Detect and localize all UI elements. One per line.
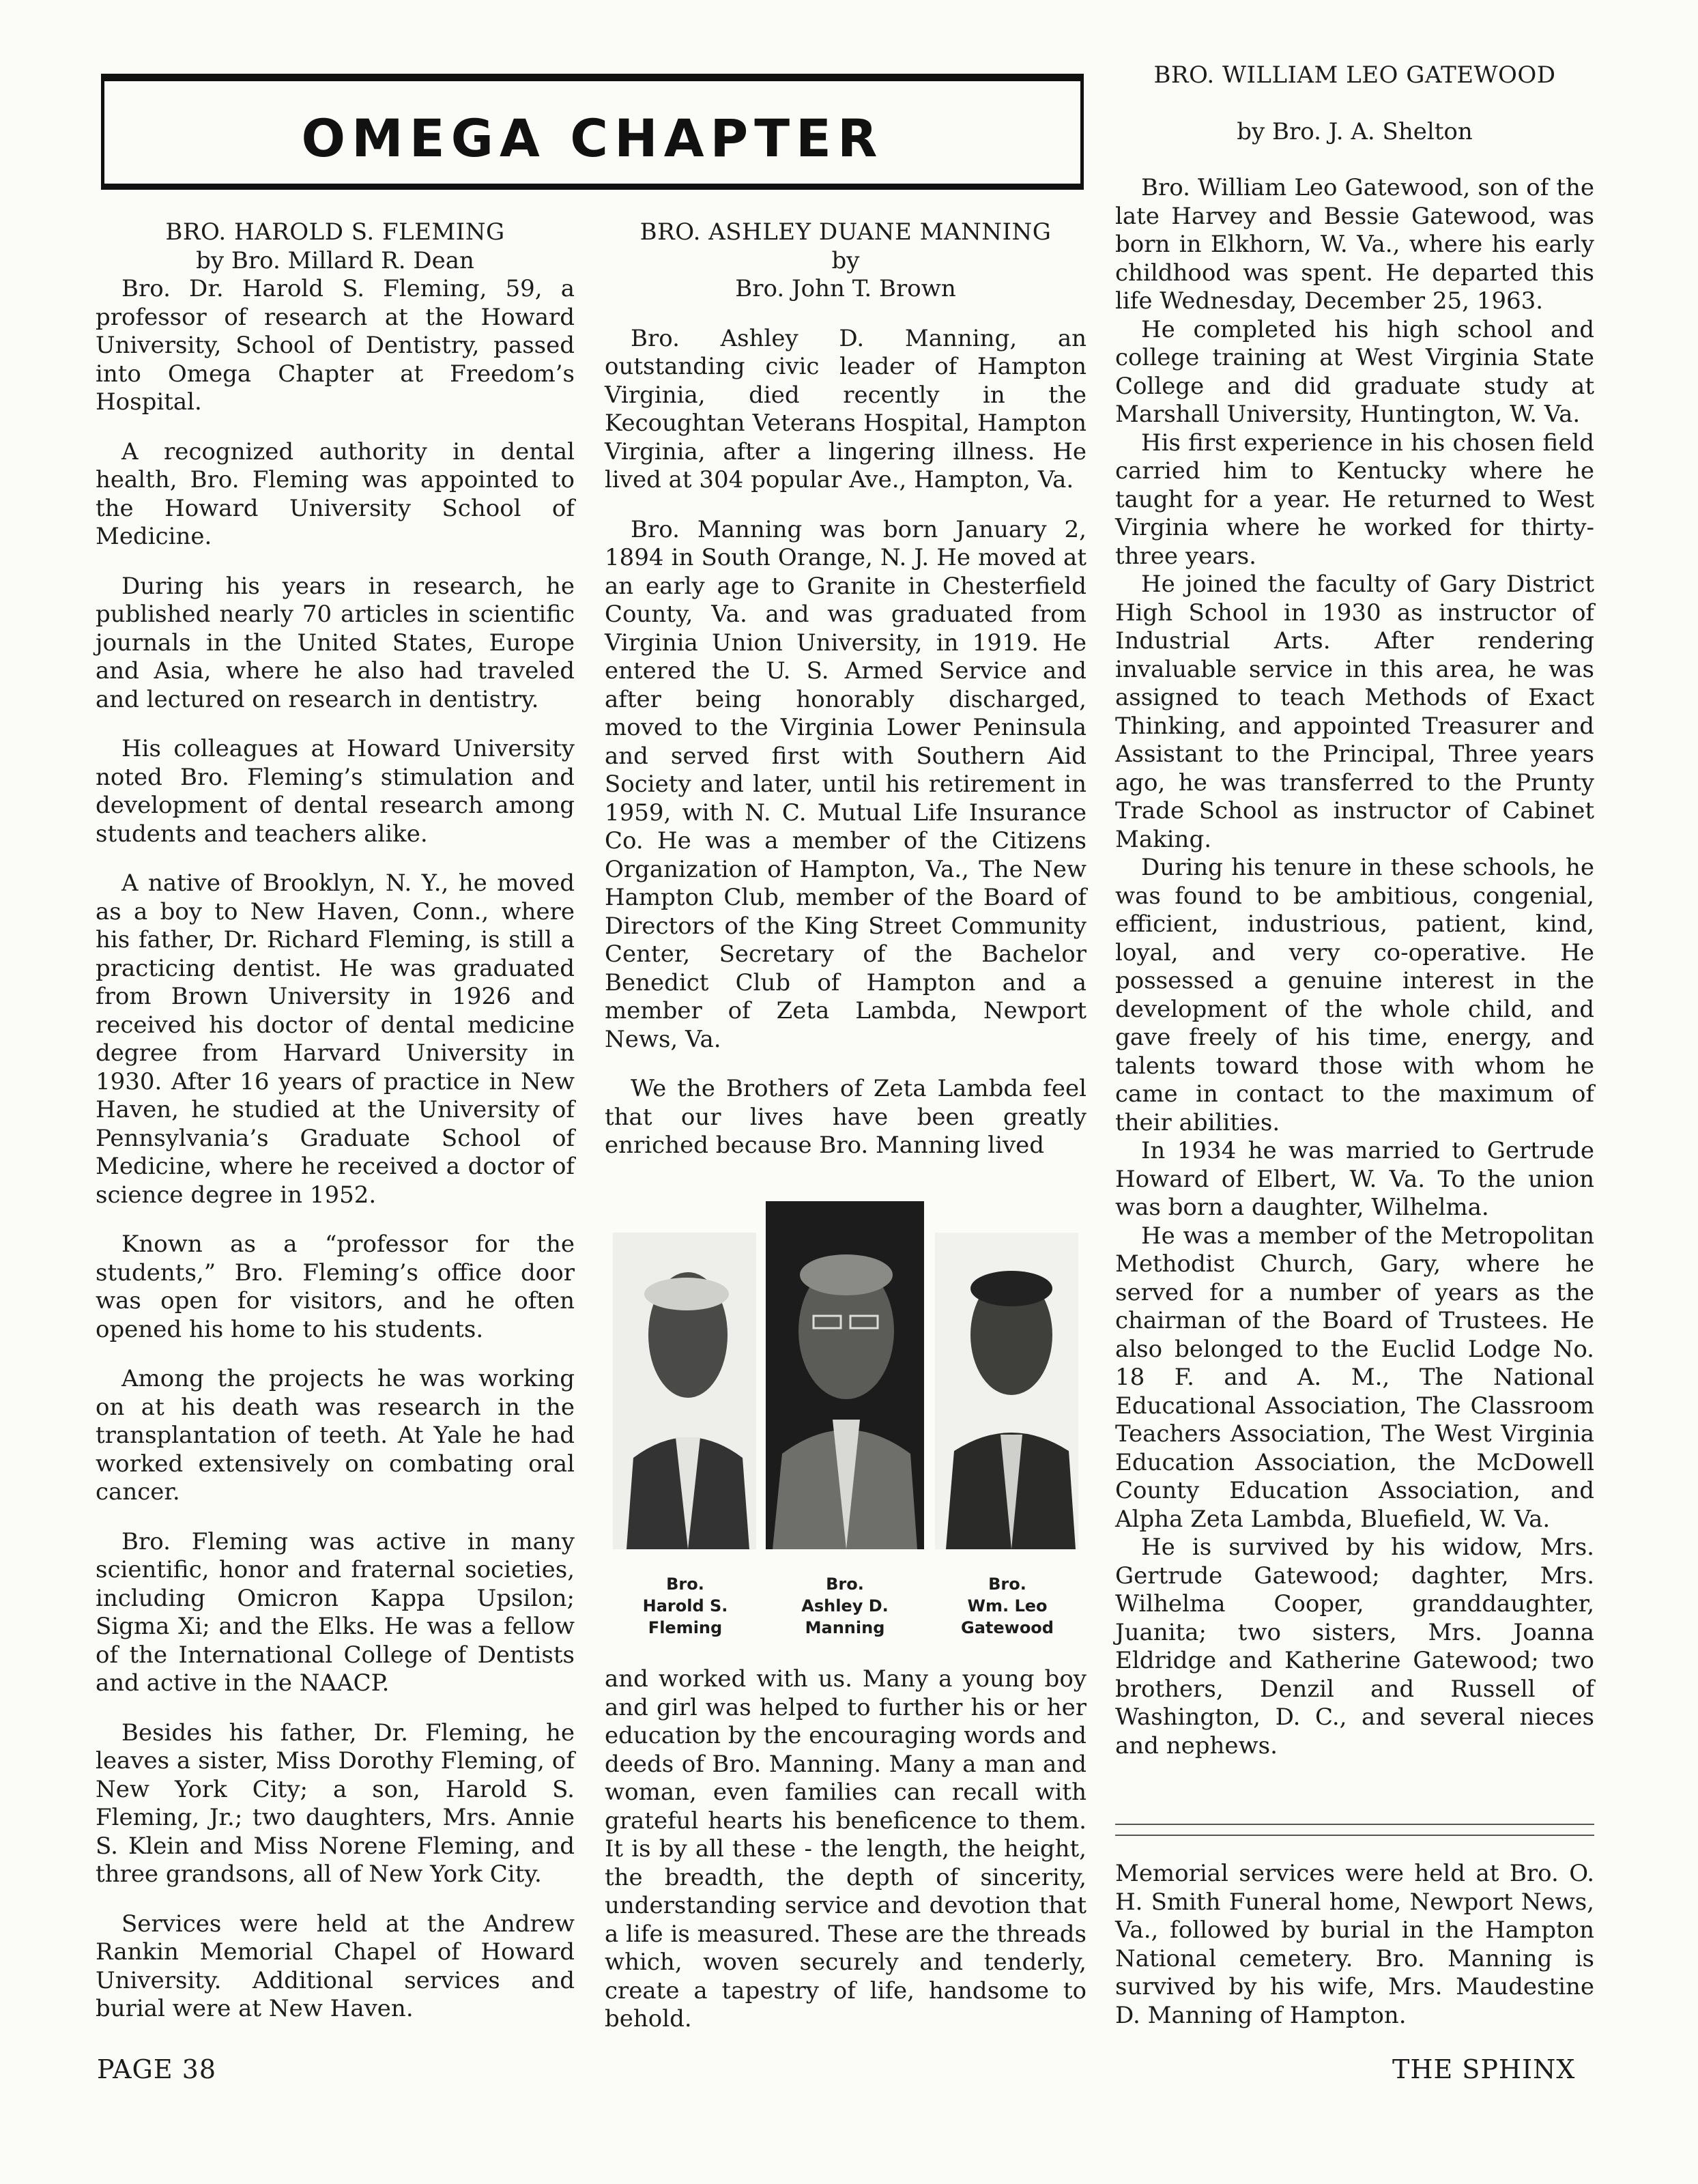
portrait-photos <box>610 1201 1087 1652</box>
paragraph: He was a member of the Metropolitan Methodist Church, Gary, where he served for a number of years as the chairman of the Board of Trustees. He also belonged to the Euclid Lodge No. 18 F. and A. M., The National Educational Association, The Classroom Teachers Association, The West Virginia Education Association, the McDowell County Education Association, and Alpha Zeta Lambda, Bluefield, W. Va. <box>1115 1222 1594 1533</box>
paragraph: Services were held at the Andrew Rankin Memorial Chapel of Howard University. Additional services and burial were at New Haven. <box>96 1910 575 2022</box>
paragraph: He is survived by his widow, Mrs. Gertrude Gatewood; daghter, Mrs. Wilhelma Cooper, granddaughter, Juanita; two sisters, Mrs. Joanna Eldridge and Katherine Gatewood; two brothers, Denzil and Russell of Washington, D. C., and several nieces and nephews. <box>1115 1534 1594 1759</box>
article-byline: by Bro. J. A. Shelton <box>1237 117 1473 145</box>
article-manning-continued <box>605 1665 1087 2034</box>
caption-line: Gatewood <box>961 1618 1054 1637</box>
paragraph: Bro. Dr. Harold S. Fleming, 59, a professor of research at the Howard University, School of Dentistry, passed into Omega Chapter at Freedom’s Hospital. <box>96 275 575 416</box>
caption-line: Bro. <box>988 1575 1026 1594</box>
portrait-gatewood <box>935 1233 1078 1549</box>
article-manning-closing <box>1115 1860 1594 2030</box>
caption-line: Ashley D. <box>801 1596 889 1615</box>
caption-manning <box>777 1573 913 1639</box>
paragraph: Among the projects he was working on at his death was research in the transplantation of teeth. At Yale he had worked extensively on combating oral cancer. <box>96 1365 575 1506</box>
article-heading: BRO. ASHLEY DUANE MANNING <box>639 218 1052 246</box>
paragraph: Bro. Ashley D. Manning, an outstanding civic leader of Hampton Virginia, died recently in the Kecoughtan Veterans Hospital, Hampton Virginia, after a lingering illness. He lived at 304 popular Ave., Hampton, Va. <box>605 324 1087 493</box>
caption-line: Wm. Leo <box>967 1596 1048 1615</box>
column-divider <box>1115 1824 1594 1836</box>
article-heading: BRO. WILLIAM LEO GATEWOOD <box>1153 61 1556 89</box>
paragraph: During his years in research, he published nearly 70 articles in scientific journals in the United States, Europe and Asia, where he also had traveled and lectured on research in dentistry. <box>96 572 575 713</box>
paragraph: A native of Brooklyn, N. Y., he moved as a boy to New Haven, Conn., where his father, Dr. Richard Fleming, is still a practicing dentist. He was graduated from Brown University in 1926 and received his doctor of dental medicine degree from Harvard University in 1930. After 16 years of practice in New Haven, he studied at the University of Pennsylvania’s Graduate School of Medicine, where he received a doctor of science degree in 1952. <box>96 870 575 1209</box>
paragraph: His first experience in his chosen field carried him to Kentucky where he taught for a year. He returned to West Virginia where he worked for thirty-three years. <box>1115 429 1594 570</box>
paragraph: Besides his father, Dr. Fleming, he leaves a sister, Miss Dorothy Fleming, of New York City; a son, Harold S. Fleming, Jr.; two daughters, Mrs. Annie S. Klein and Miss Norene Fleming, and three grandsons, all of New York City. <box>96 1719 575 1888</box>
paragraph: Bro. Manning was born January 2, 1894 in South Orange, N. J. He moved at an early age to Granite in Chesterfield County, Va. and was graduated from Virginia Union University, in 1919. He entered the U. S. Armed Service and after being honorably discharged, moved to the Virginia Lower Peninsula and served first with Southern Aid Society and later, until his retirement in 1959, with N. C. Mutual Life Insurance Co. He was a member of the Citizens Organization of Hampton, Va., The New Hampton Club, member of the Board of Directors of the King Street Community Center, Secretary of the Bachelor Benedict Club of Hampton and a member of Zeta Lambda, Newport News, Va. <box>605 515 1087 1053</box>
paragraph: We the Brothers of Zeta Lambda feel that our lives have been greatly enriched because Bro. Manning lived <box>605 1075 1087 1159</box>
paragraph: A recognized authority in dental health, Bro. Fleming was appointed to the Howard University School of Medicine. <box>96 437 575 550</box>
caption-line: Fleming <box>648 1618 723 1637</box>
paragraph: During his tenure in these schools, he was found to be ambitious, congenial, efficient, industrious, patient, kind, loyal, and very co-operative. He possessed a genuine interest in the development of the whole child, and gave freely of his time, energy, and talents toward those with whom he came in contact to the maximum of their abilities. <box>1115 854 1594 1136</box>
caption-line: Harold S. <box>642 1596 728 1615</box>
article-byline: by Bro. Millard R. Dean <box>196 246 474 274</box>
article-heading: BRO. HAROLD S. FLEMING <box>165 218 505 246</box>
caption-line: Bro. <box>666 1575 704 1594</box>
article-gatewood <box>1115 61 1594 1760</box>
article-fleming <box>96 218 575 2045</box>
article-manning <box>605 218 1087 1181</box>
caption-line: Manning <box>805 1618 885 1637</box>
article-byline-name: Bro. John T. Brown <box>735 275 956 302</box>
banner-top-rule <box>101 74 1084 81</box>
section-banner <box>101 74 1084 190</box>
publication-name: THE SPHINX <box>1392 2054 1576 2084</box>
paragraph: Known as a “professor for the students,” Bro. Fleming’s office door was open for visitors, and he often opened his home to his students. <box>96 1231 575 1343</box>
paragraph: Bro. William Leo Gatewood, son of the late Harvey and Bessie Gatewood, was born in Elkhorn, W. Va., where his early childhood was spent. He departed this life Wednesday, December 25, 1963. <box>1115 174 1594 315</box>
page-number: PAGE 38 <box>97 2054 217 2084</box>
portrait-fleming <box>613 1233 756 1549</box>
paragraph: His colleagues at Howard University noted Bro. Fleming’s stimulation and development of dental research among students and teachers alike. <box>96 735 575 848</box>
paragraph: Bro. Fleming was active in many scientific, honor and fraternal societies, including Omicron Kappa Upsilon; Sigma Xi; and the Elks. He was a fellow of the International College of Dentists and active in the NAACP. <box>96 1527 575 1697</box>
article-byline-by: by <box>831 246 860 274</box>
paragraph: Memorial services were held at Bro. O. H. Smith Funeral home, Newport News, Va., followed by burial in the Hampton National cemetery. Bro. Manning is survived by his wife, Mrs. Maudestine D. Manning of Hampton. <box>1115 1860 1594 2029</box>
portrait-manning <box>766 1201 924 1549</box>
caption-gatewood <box>939 1573 1076 1639</box>
caption-line: Bro. <box>826 1575 864 1594</box>
paragraph: He joined the faculty of Gary District High School in 1930 as instructor of Industrial Arts. After rendering invaluable service in this area, he was assigned to teach Methods of Exact Thinking, and appointed Treasurer and Assistant to the Principal, Three years ago, he was transferred to the Prunty Trade School as instructor of Cabinet Making. <box>1115 571 1594 853</box>
paragraph: He completed his high school and college training at West Virginia State College and did graduate study at Marshall University, Huntington, W. Va. <box>1115 315 1594 428</box>
caption-fleming <box>617 1573 753 1639</box>
paragraph: In 1934 he was married to Gertrude Howard of Elbert, W. Va. To the union was born a daughter, Wilhelma. <box>1115 1137 1594 1221</box>
paragraph: and worked with us. Many a young boy and girl was helped to further his or her education by the encouraging words and deeds of Bro. Manning. Many a man and woman, even families can recall with grateful hearts his beneficence to them. It is by all these - the length, the height, the breadth, the depth of sincerity, understanding service and devotion that a life is measured. These are the threads which, woven securely and tenderly, create a tapestry of life, handsome to behold. <box>605 1665 1087 2032</box>
banner-bottom-rule <box>101 184 1084 190</box>
page-title: OMEGA CHAPTER <box>301 108 884 169</box>
